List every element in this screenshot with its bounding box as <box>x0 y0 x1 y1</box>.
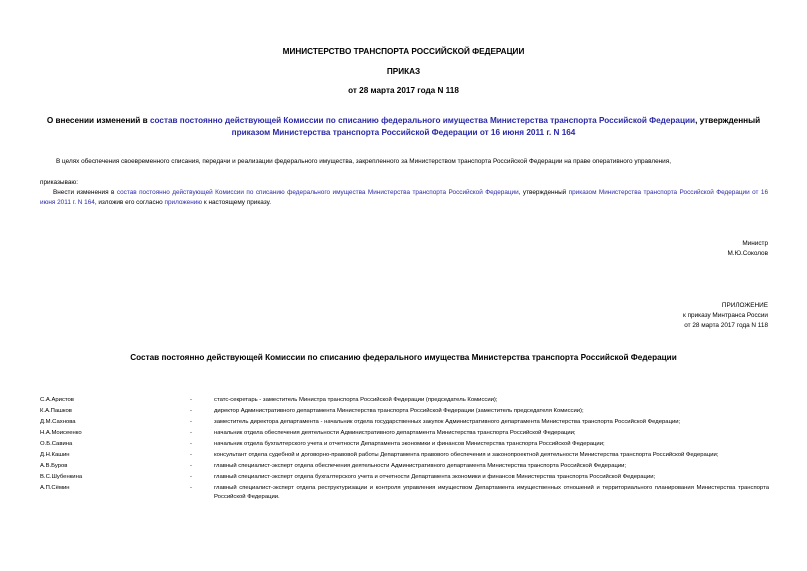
member-role: заместитель директора департамента - начальник отдела государственных закупок Административного департамента Министерства транспорта Российской Федерации; <box>214 419 681 425</box>
member-name: А.П.Сёмин <box>40 485 70 491</box>
title-link-composition[interactable]: состав постоянно действующей Комиссии по списанию федерального имущества Министерства транспорта Российской Федерации <box>149 116 696 125</box>
member-row <box>40 451 770 462</box>
member-row <box>40 484 770 504</box>
signature-position: Министр <box>742 240 768 247</box>
member-role: главный специалист-эксперт отдела бухгалтерского учета и отчетности Департамента экономики и финансов Министерства транспорта Российской Федерации; <box>214 474 656 480</box>
member-dash: - <box>190 474 192 480</box>
member-role: статс-секретарь - заместитель Министра транспорта Российской Федерации (председатель Комиссии); <box>214 397 498 403</box>
member-dash: - <box>190 441 192 447</box>
member-dash: - <box>190 397 192 403</box>
member-dash: - <box>190 419 192 425</box>
member-row <box>40 473 770 484</box>
member-name: К.А.Пашков <box>40 408 72 414</box>
member-dash: - <box>190 463 192 469</box>
member-dash: - <box>190 408 192 414</box>
order-text-p3: , изложив его согласно <box>94 198 165 206</box>
member-row <box>40 418 770 429</box>
order-text-p4: к настоящему приказу. <box>202 198 271 206</box>
appendix-to-order: к приказу Минтранса России <box>683 312 768 319</box>
member-name: Н.А.Моисеенко <box>40 430 82 436</box>
member-row <box>40 440 770 451</box>
member-row <box>40 407 770 418</box>
title-middle: , утвержденный <box>695 116 761 125</box>
member-dash: - <box>190 485 192 491</box>
preamble-paragraph: В целях обеспечения своевременного списания, передачи и реализации федерального имущества, закрепленного за Министерством транспорта Российской Федерации на праве оперативного управления, <box>56 158 671 165</box>
order-text-p2: , утвержденный <box>518 189 569 196</box>
order-link-appendix[interactable]: приложению <box>164 198 203 206</box>
member-name: С.А.Аристов <box>40 397 74 403</box>
member-role: начальник отдела бухгалтерского учета и отчетности Департамента экономики и финансов Министерства транспорта Российской Федерации; <box>214 441 605 447</box>
appendix-label: ПРИЛОЖЕНИЕ <box>721 302 768 309</box>
doc-type-heading: ПРИКАЗ <box>386 67 421 76</box>
member-role: начальник отдела обеспечения деятельности Административного департамента Министерства транспорта Российской Федерации; <box>214 430 576 436</box>
member-row <box>40 462 770 473</box>
order-word: приказываю: <box>40 179 78 186</box>
member-dash: - <box>190 430 192 436</box>
order-text-paragraph <box>40 188 768 207</box>
ministry-heading: МИНИСТЕРСТВО ТРАНСПОРТА РОССИЙСКОЙ ФЕДЕРАЦИИ <box>282 47 525 56</box>
member-dash: - <box>190 452 192 458</box>
member-role: главный специалист-эксперт отдела обеспечения деятельности Административного департамента Министерства транспорта Российской Федерации; <box>214 463 627 469</box>
member-row <box>40 429 770 440</box>
member-role: директор Административного департамента Министерства транспорта Российской Федерации (заместитель председателя Комиссии); <box>214 408 584 414</box>
order-date-number: от 28 марта 2017 года N 118 <box>348 86 459 95</box>
member-name: В.С.Шубенкина <box>40 474 83 480</box>
order-text-p1: Внести изменения в <box>53 189 117 196</box>
order-link-order-164[interactable]: приказом Министерства транспорта Российской Федерации от 16 июня 2011 г. N 164 <box>40 189 768 206</box>
member-name: Д.Н.Кашин <box>40 452 70 458</box>
member-name: Д.М.Сахнова <box>40 419 76 425</box>
member-name: О.Б.Савина <box>40 441 73 447</box>
member-role: консультант отдела судебной и договорно-правовой работы Департамента правового обеспечения и законопроектной деятельности Министерства транспорта Российской Федерации; <box>214 452 719 458</box>
order-title <box>40 115 767 139</box>
member-role: главный специалист-эксперт отдела реструктуризации и контроля управления имуществом Департамента имущественных отношений и территориального планирования Министерства транспорта Российской Федерации. <box>214 485 769 500</box>
title-link-order-164[interactable]: приказом Министерства транспорта Российской Федерации от 16 июня 2011 г. N 164 <box>231 128 576 137</box>
signature-name: М.Ю.Соколов <box>727 250 768 257</box>
member-name: А.В.Буров <box>40 463 68 469</box>
member-row <box>40 396 770 407</box>
composition-title: Состав постоянно действующей Комиссии по списанию федерального имущества Министерства транспорта Российской Федерации <box>130 353 677 362</box>
order-link-composition[interactable]: состав постоянно действующей Комиссии по списанию федерального имущества Министерства транспорта Российской Федерации <box>116 189 519 196</box>
title-prefix: О внесении изменений в <box>46 116 150 125</box>
appendix-date-number: от 28 марта 2017 года N 118 <box>684 322 768 329</box>
